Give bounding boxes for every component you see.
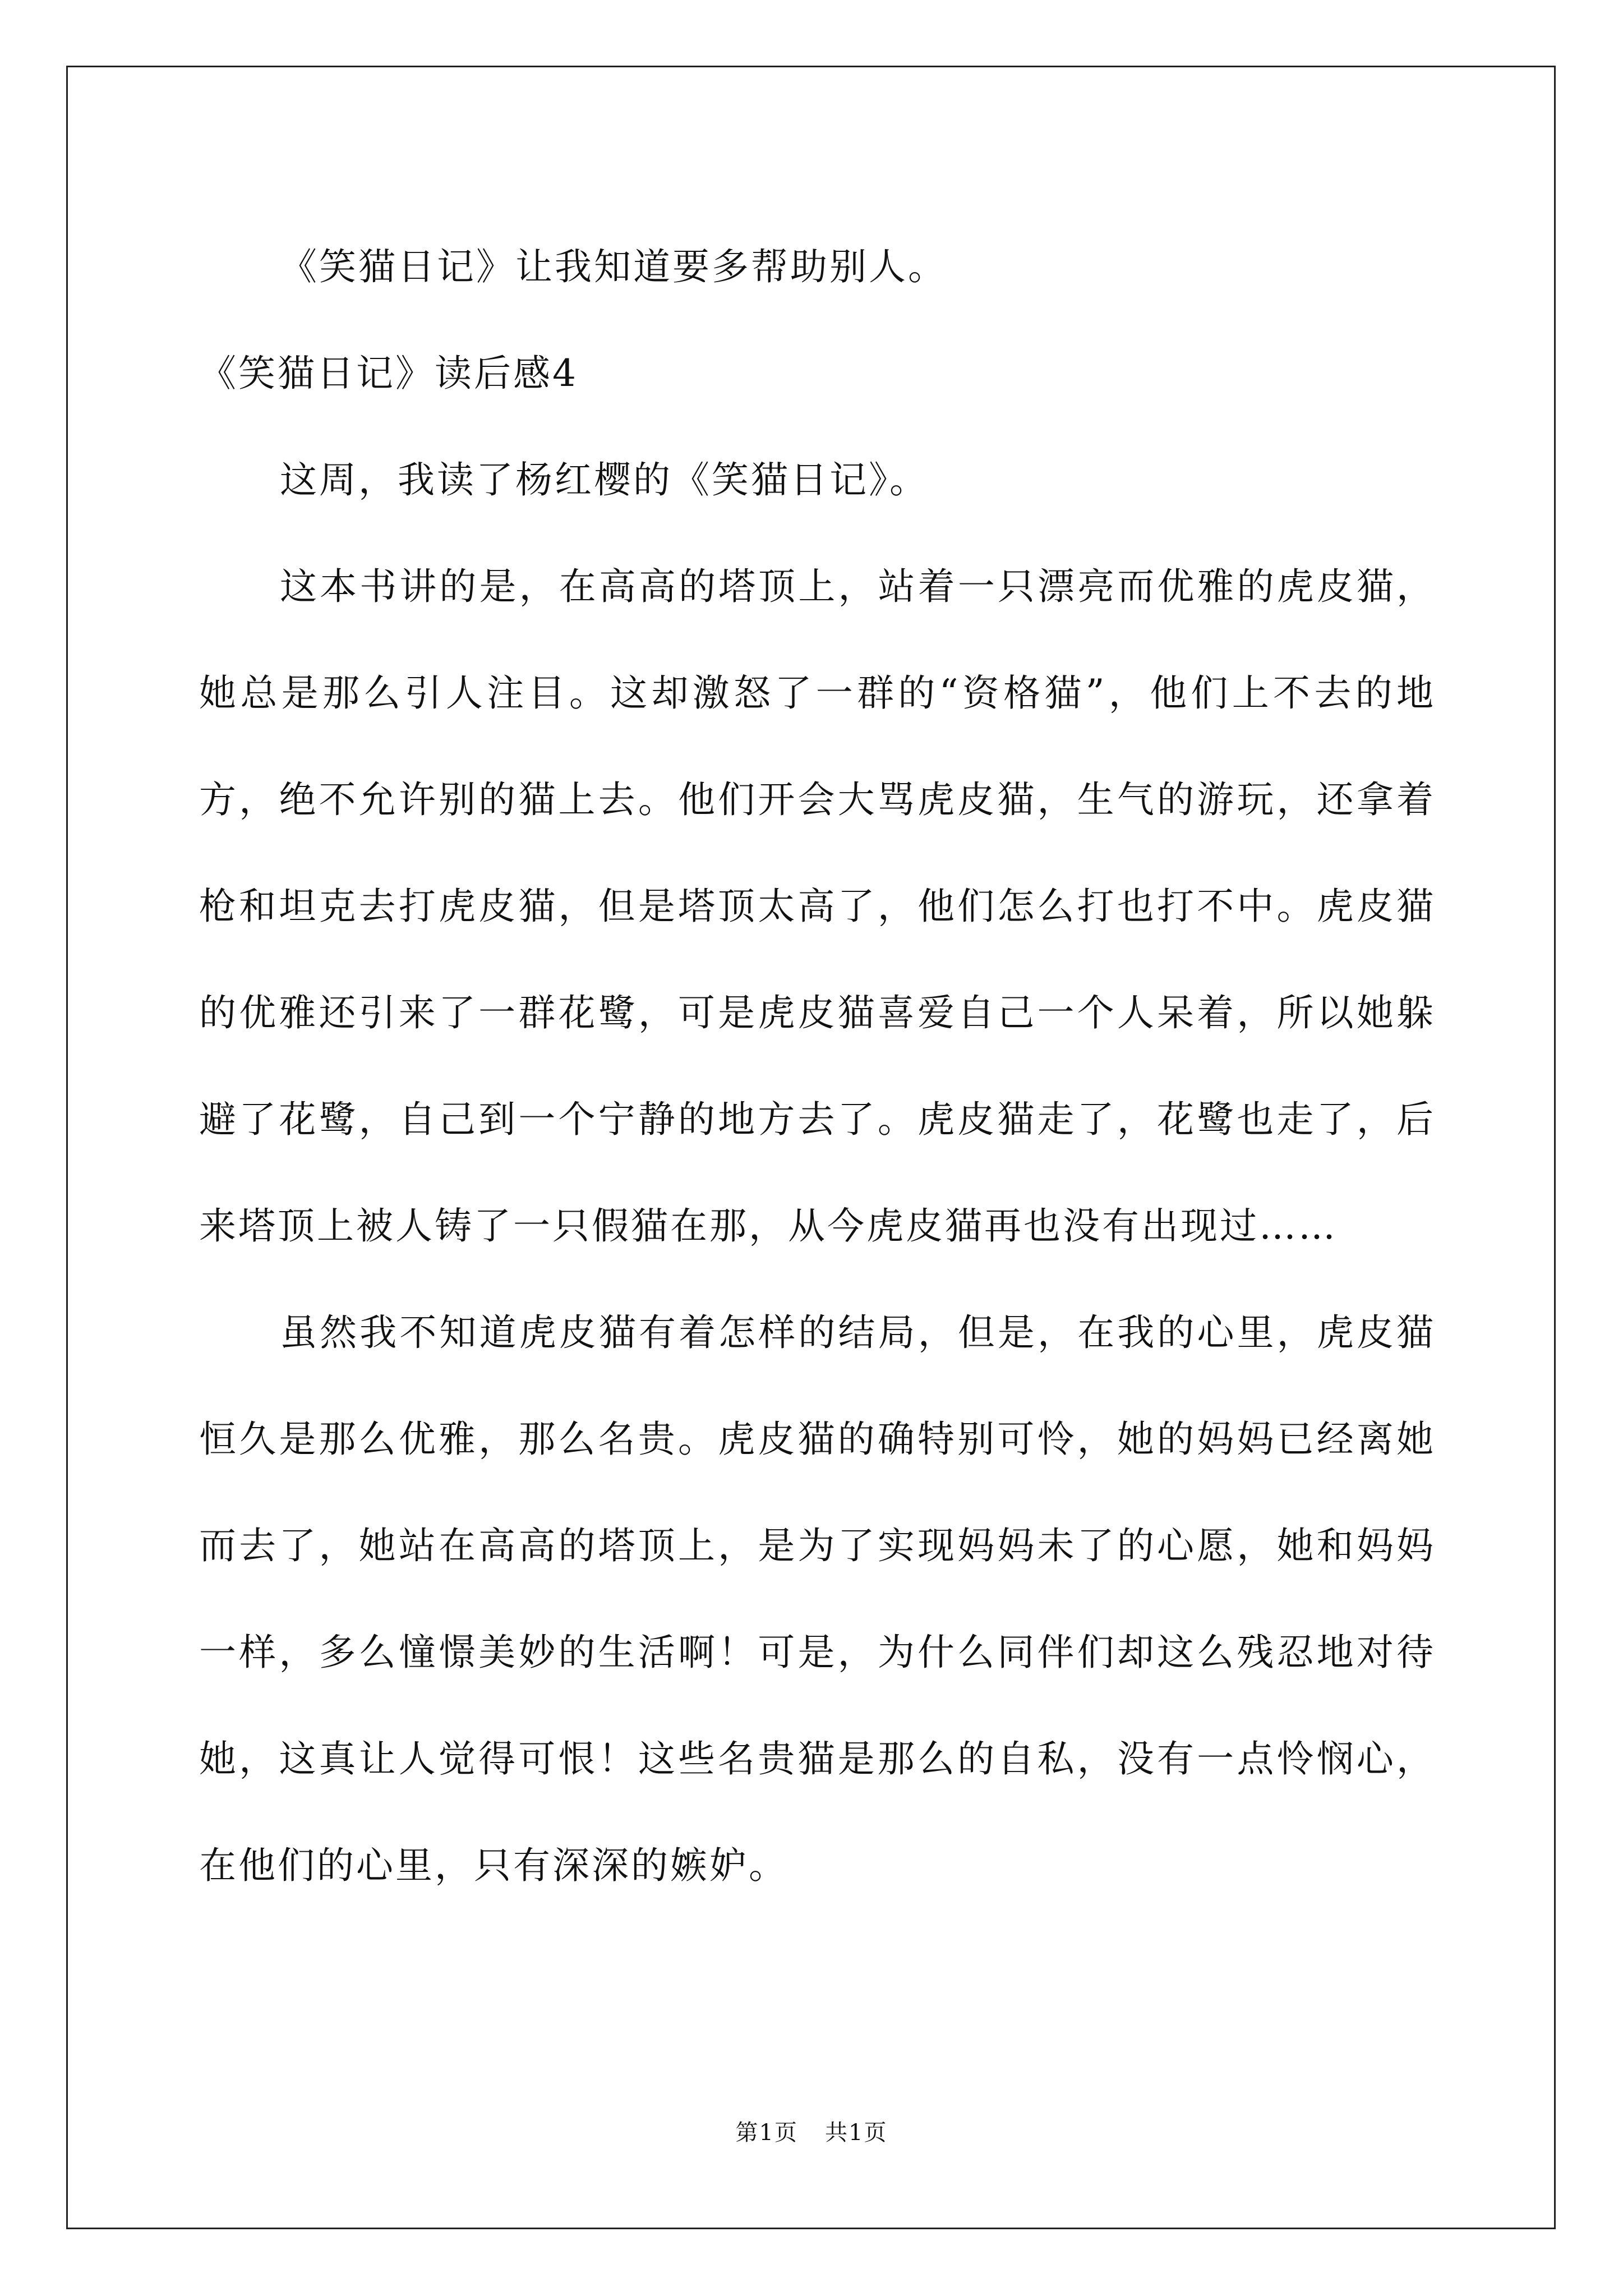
paragraph-reflection: 虽然我不知道虎皮猫有着怎样的结局，但是，在我的心里，虎皮猫恒久是那么优雅，那么名贵。虎皮猫的确特别可怜，她的妈妈已经离她而去了，她站在高高的塔顶上，是为了实现妈妈未了的心愿，她和妈妈一样，多么憧憬美妙的生活啊！可是，为什么同伴们却这么残忍地对待她，这真让人觉得可恨！这些名贵猫是那么的自私，没有一点怜悯心，在他们的心里，只有深深的嫉妒。 <box>199 1311 1436 1887</box>
document-body <box>199 214 1436 1919</box>
paragraph-conclusion: 《笑猫日记》让我知道要多帮助别人。 <box>280 245 947 288</box>
paragraph-summary: 这本书讲的是，在高高的塔顶上，站着一只漂亮而优雅的虎皮猫，她总是那么引人注目。这却激怒了一群的“资格猫”，他们上不去的地方，绝不允许别的猫上去。他们开会大骂虎皮猫，生气的游玩，还拿着枪和坦克去打虎皮猫，但是塔顶太高了，他们怎么打也打不中。虎皮猫的优雅还引来了一群花鹭，可是虎皮猫喜爱自己一个人呆着，所以她躲避了花鹭，自己到一个宁静的地方去了。虎皮猫走了，花鹭也走了，后来塔顶上被人铸了一只假猫在那，从今虎皮猫再也没有出现过…… <box>199 565 1436 1248</box>
page-footer <box>0 2116 1623 2150</box>
page-number: 第1页 <box>735 2120 798 2146</box>
section-heading: 《笑猫日记》读后感4 <box>199 352 578 395</box>
page-total: 共1页 <box>825 2120 888 2146</box>
paragraph-intro: 这周，我读了杨红樱的《笑猫日记》。 <box>280 458 929 501</box>
